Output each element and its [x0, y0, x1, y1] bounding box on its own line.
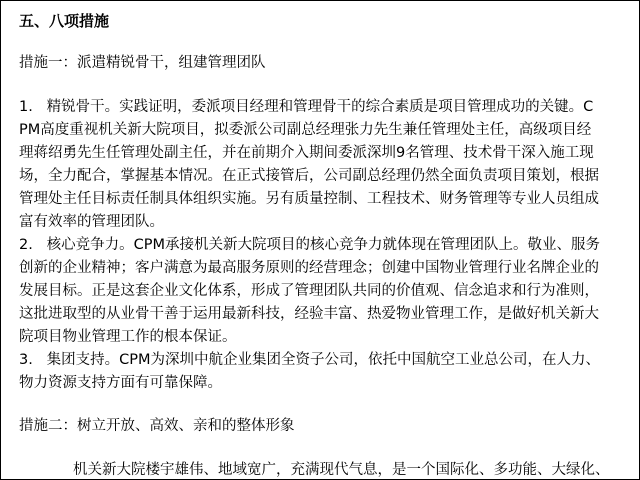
paragraph-2-line-3: 发展目标。正是这套企业文化体系，形成了管理团队共同的价值观、信念追求和行为准则， [19, 283, 599, 299]
paragraph-3-line-1: 3. 集团支持。CPM为深圳中航企业集团全资子公司，依托中国航空工业总公司，在人力、 [19, 352, 601, 368]
paragraph-1-line-6: 富有效率的管理团队。 [19, 214, 164, 230]
paragraph-2-line-4: 这批进取型的从业骨干善于运用最新科技，经验丰富、热爱物业管理工作，是做好机关新大 [19, 306, 599, 322]
paragraph-2-line-2: 创新的企业精神；客户满意为最高服务原则的经营理念；创建中国物业管理行业名牌企业的 [19, 260, 599, 276]
paragraph-3-line-2: 物力资源支持方面有可靠保障。 [19, 375, 222, 391]
paragraph-2-line-1: 2. 核心竞争力。CPM承接机关新大院项目的核心竞争力就体现在管理团队上。敬业、服务 [19, 237, 601, 253]
paragraph-1-line-4: 场，全力配合，掌握基本情况。在正式接管后，公司副总经理仍然全面负责项目策划，根据 [19, 168, 599, 184]
paragraph-1-line-2: PM高度重视机关新大院项目，拟委派公司副总经理张力先生兼任管理处主任，高级项目经 [19, 122, 592, 138]
paragraph-1-line-1: 1. 精锐骨干。实践证明，委派项目经理和管理骨干的综合素质是项目管理成功的关键。C [19, 99, 594, 115]
section-heading: 五、八项措施 [19, 12, 110, 30]
paragraph-1-line-3: 理蒋绍勇先生任管理处副主任，并在前期介入期间委派深圳9名管理、技术骨干深入施工现 [19, 145, 594, 161]
paragraph-1-line-5: 管理处主任目标责任制具体组织实施。另有质量控制、工程技术、财务管理等专业人员组成 [19, 191, 599, 207]
paragraph-4-line-1: 机关新大院楼宇雄伟、地域宽广，充满现代气息，是一个国际化、多功能、大绿化、 [73, 462, 610, 478]
measure-two-title: 措施二：树立开放、高效、亲和的整体形象 [19, 418, 295, 434]
measure-one-title: 措施一：派遣精锐骨干，组建管理团队 [19, 55, 266, 71]
paragraph-2-line-5: 院项目物业管理工作的根本保证。 [19, 329, 237, 345]
